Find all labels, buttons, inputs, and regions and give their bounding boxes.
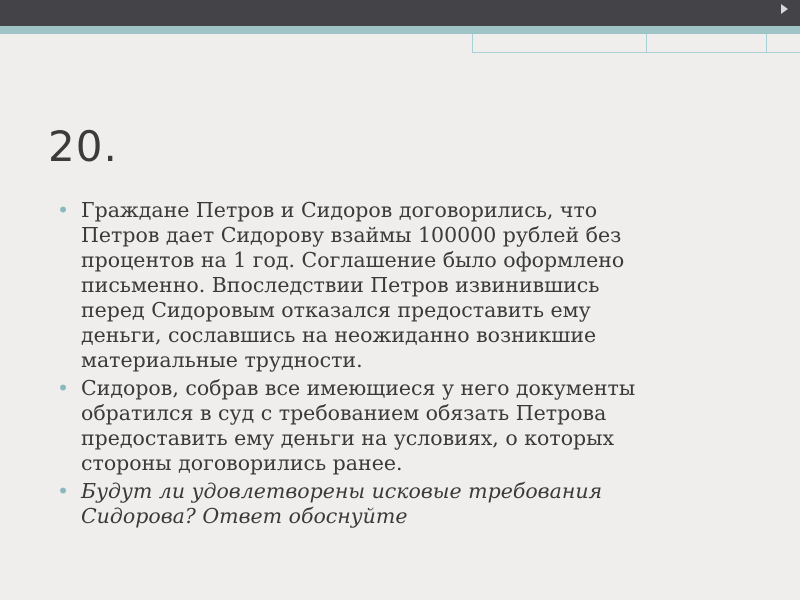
bullet-icon: •: [57, 376, 70, 400]
bullet-text: Граждане Петров и Сидоров договорились, что Петров дает Сидорову взаймы 100000 рублей без процентов на 1 год. Соглашение было оформлено письменно. Впоследствии Петров извинившись перед Сидоровым отказался предоставить ему деньги, сославшись на неожиданно возникшие материальные трудности.: [81, 198, 625, 372]
bullet-icon: •: [57, 198, 70, 222]
bullet-icon: •: [57, 479, 70, 503]
slide-content: [55, 198, 735, 529]
bullet-item: [55, 198, 735, 373]
top-decorative-bar: [0, 0, 800, 26]
accent-stripe: [0, 26, 800, 34]
bullet-text: Сидоров, собрав все имеющиеся у него документы обратился в суд с требованием обязать Петрова предоставить ему деньги на условиях, о которых стороны договорились ранее.: [81, 376, 636, 475]
corner-triangle-icon: [781, 4, 788, 14]
bullet-item: [55, 376, 735, 476]
question-text: Будут ли удовлетворены исковые требования Сидорова? Ответ обоснуйте: [81, 479, 603, 528]
accent-line-segment: [646, 34, 767, 53]
question-item: [55, 479, 735, 529]
accent-line-segment: [766, 34, 800, 53]
slide-title: 20.: [48, 122, 118, 171]
accent-line-segment: [472, 34, 647, 53]
